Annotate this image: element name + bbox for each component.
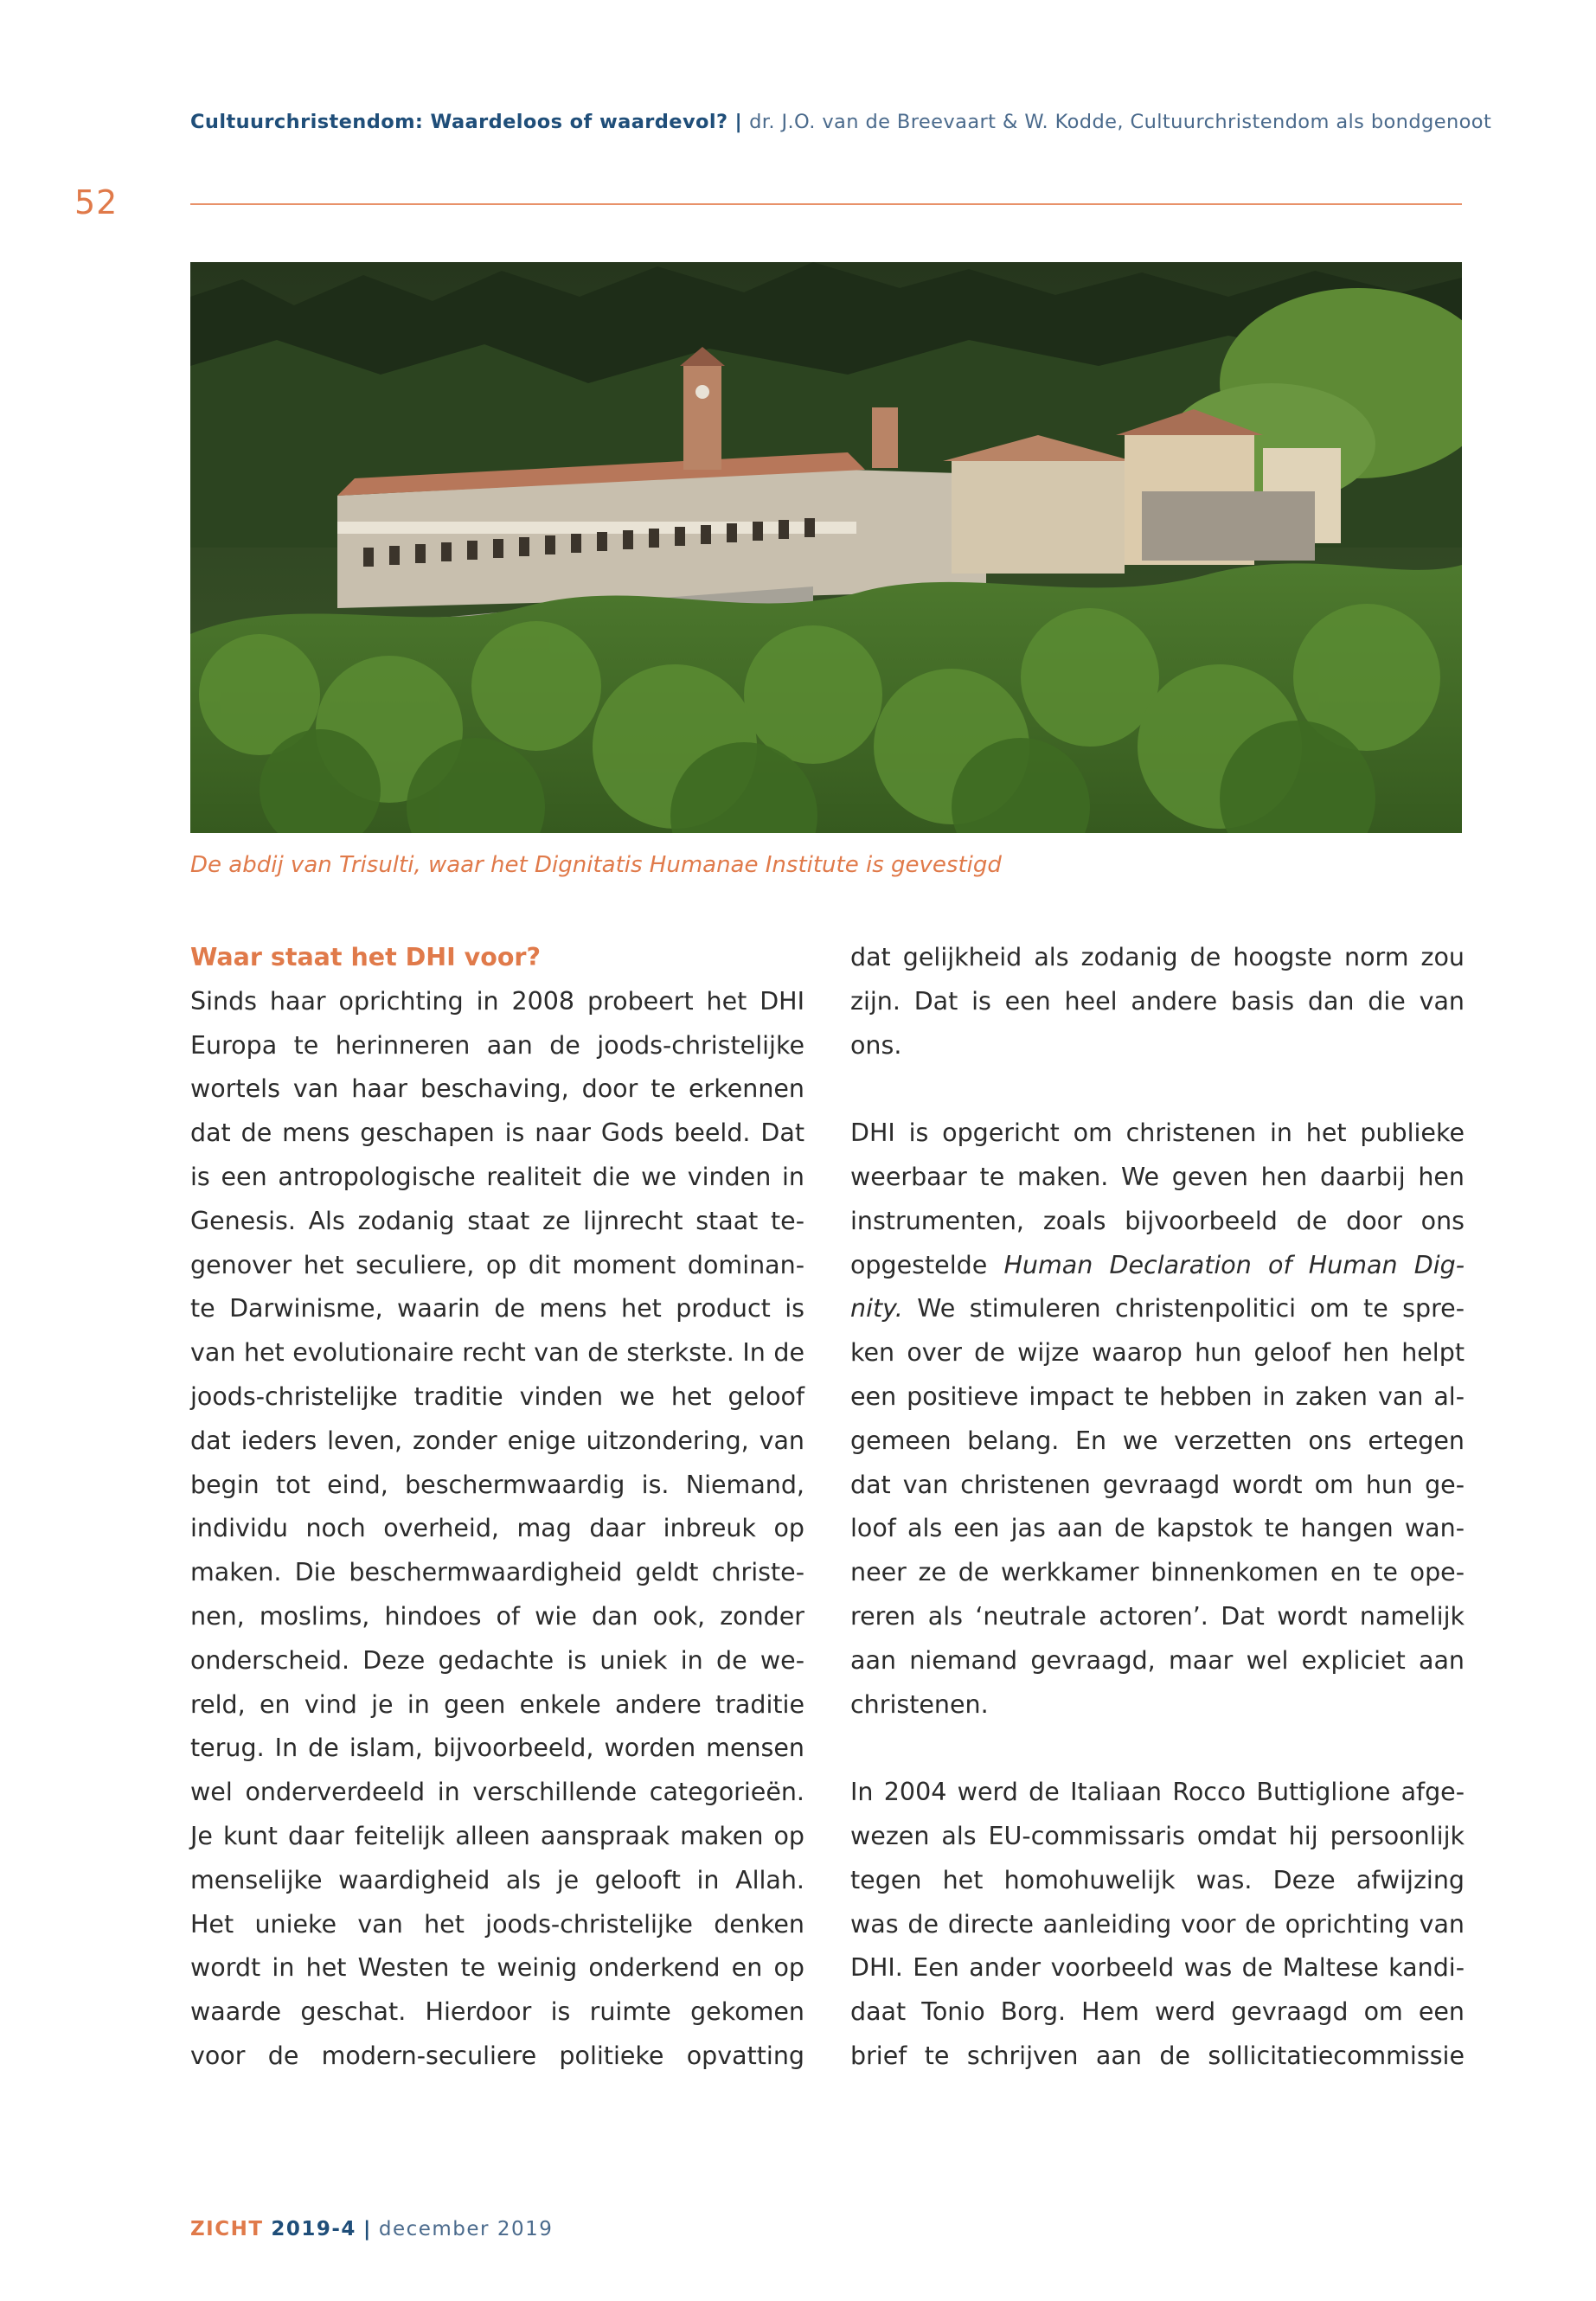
body-line: christenen. [850, 1689, 989, 1719]
running-head-title: Cultuurchristendom: Waardeloos of waardevol? [190, 111, 728, 133]
paragraph-gap [850, 1727, 1465, 1771]
magazine-name: ZICHT [190, 2218, 264, 2240]
body-line: daat Tonio Borg. Hem werd gevraagd om een [850, 1997, 1465, 2027]
body-line: reren als ‘neutrale actoren’. Dat wordt namelijk [850, 1601, 1465, 1631]
body-line: DHI is opgericht om christenen in het publieke [850, 1118, 1465, 1148]
body-line: joods-christelijke traditie vinden we het geloof [190, 1381, 804, 1411]
body-line: is een antropologische realiteit die we vinden in [190, 1162, 804, 1191]
body-line: maken. Die beschermwaardigheid geldt christe- [190, 1558, 804, 1587]
body-line: menselijke waardigheid als je gelooft in Allah. [190, 1865, 804, 1894]
paragraph-gap [850, 1067, 1465, 1112]
issue-number: 2019-4 [271, 2218, 356, 2240]
article-column-left [190, 936, 804, 2079]
body-line: voor de modern-seculiere politieke opvatting [190, 2041, 804, 2070]
body-text: opgestelde [850, 1250, 1004, 1279]
body-text: We stimuleren christenpolitici om te spre- [902, 1294, 1465, 1324]
running-head-separator: | [734, 111, 743, 133]
body-line: waarde geschat. Hierdoor is ruimte gekomen [190, 1997, 804, 2027]
body-line: terug. In de islam, bijvoorbeeld, worden mensen [190, 1734, 804, 1763]
body-line: gemeen belang. En we verzetten ons ertegen [850, 1426, 1465, 1455]
body-line: reld, en vind je in geen enkele andere traditie [190, 1689, 804, 1719]
body-line: dat van christenen gevraagd wordt om hun ge- [850, 1470, 1465, 1499]
body-line: In 2004 werd de Italiaan Rocco Buttiglione afge- [850, 1778, 1465, 1807]
body-line: instrumenten, zoals bijvoorbeeld de door ons [850, 1206, 1465, 1235]
article-column-right [850, 936, 1465, 2079]
running-head [190, 111, 1492, 133]
body-line: DHI. Een ander voorbeeld was de Maltese kandi- [850, 1953, 1465, 1983]
body-line: van het evolutionaire recht van de sterkste. In de [190, 1338, 804, 1368]
body-line: was de directe aanleiding voor de oprichting van [850, 1909, 1465, 1939]
body-line: Genesis. Als zodanig staat ze lijnrecht staat te- [190, 1206, 804, 1235]
issue-date: december 2019 [378, 2218, 554, 2240]
photo-caption: De abdij van Trisulti, waar het Dignitatis Humanae Institute is gevestigd [190, 852, 1002, 878]
header-rule [190, 203, 1462, 205]
document-title-italic: nity. [850, 1294, 903, 1324]
body-line: dat de mens geschapen is naar Gods beeld. Dat [190, 1118, 804, 1148]
body-line: dat gelijkheid als zodanig de hoogste norm zou [850, 943, 1465, 971]
running-head-authors: dr. J.O. van de Breevaart & W. Kodde, Cultuurchristendom als bondgenoot [749, 111, 1492, 133]
body-line: wel onderverdeeld in verschillende categorieën. [190, 1778, 804, 1807]
abbey-photo [190, 262, 1462, 833]
page-number: 52 [74, 183, 119, 221]
body-line: Sinds haar oprichting in 2008 probeert het DHI [190, 986, 804, 1016]
body-line: onderscheid. Deze gedachte is uniek in de we- [190, 1645, 804, 1675]
body-line: Je kunt daar feitelijk alleen aanspraak maken op [190, 1821, 804, 1850]
page-footer [190, 2218, 553, 2240]
body-line: nen, moslims, hindoes of wie dan ook, zonder [190, 1601, 804, 1631]
body-line: wezen als EU-commissaris omdat hij persoonlijk [850, 1821, 1465, 1850]
body-line: een positieve impact te hebben in zaken van al- [850, 1381, 1465, 1411]
document-title-italic: Human Declaration of Human Dig- [1003, 1250, 1465, 1279]
body-line-with-italic [850, 1287, 1465, 1331]
body-line: te Darwinisme, waarin de mens het product is [190, 1294, 804, 1324]
body-line: genover het seculiere, op dit moment dominan- [190, 1250, 804, 1279]
body-line: individu noch overheid, mag daar inbreuk op [190, 1514, 804, 1543]
body-line: dat ieders leven, zonder enige uitzondering, van [190, 1426, 804, 1455]
body-line: ons. [850, 1030, 902, 1060]
body-line: brief te schrijven aan de sollicitatiecommissie [850, 2041, 1465, 2070]
section-heading: Waar staat het DHI voor? [190, 943, 541, 971]
body-line: ken over de wijze waarop hun geloof hen helpt [850, 1338, 1465, 1368]
body-line: wordt in het Westen te weinig onderkend en op [190, 1953, 804, 1983]
body-line: weerbaar te maken. We geven hen daarbij hen [850, 1162, 1465, 1191]
body-line: neer ze de werkkamer binnenkomen en te ope- [850, 1558, 1465, 1587]
body-line: begin tot eind, beschermwaardig is. Niemand, [190, 1470, 804, 1499]
body-line: loof als een jas aan de kapstok te hangen wan- [850, 1514, 1465, 1543]
body-line: aan niemand gevraagd, maar wel expliciet aan [850, 1645, 1465, 1675]
body-line: zijn. Dat is een heel andere basis dan die van [850, 986, 1465, 1016]
body-line: Europa te herinneren aan de joods-christelijke [190, 1030, 804, 1060]
abbey-photo-illustration [190, 262, 1462, 833]
footer-separator: | [362, 2218, 372, 2240]
body-line: Het unieke van het joods-christelijke denken [190, 1909, 804, 1939]
body-line: tegen het homohuwelijk was. Deze afwijzing [850, 1865, 1465, 1894]
body-line-with-italic [850, 1244, 1465, 1288]
body-line: wortels van haar beschaving, door te erkennen [190, 1074, 804, 1104]
